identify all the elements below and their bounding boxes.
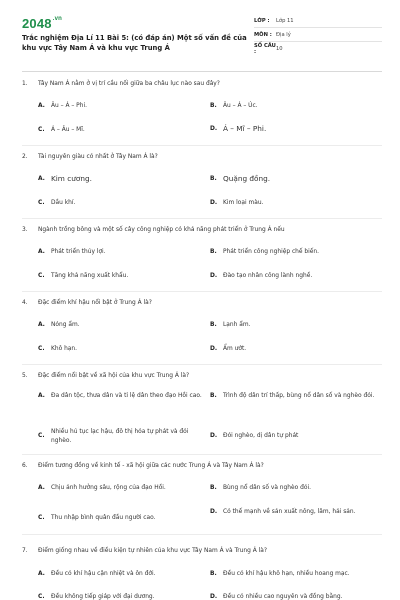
- option-text: Kim loại màu.: [223, 200, 264, 206]
- question-number: 3.: [22, 227, 28, 233]
- question-number: 4.: [22, 300, 28, 306]
- question-3: [22, 226, 382, 279]
- option-d[interactable]: [210, 345, 380, 354]
- question-text: Điểm tương đồng về kinh tế - xã hội giữa các nước Trung Á và Tây Nam Á là?: [38, 463, 264, 469]
- option-b[interactable]: [210, 570, 380, 579]
- option-letter: A.: [38, 322, 45, 328]
- option-letter: A.: [38, 103, 45, 109]
- option-letter: B.: [210, 103, 217, 109]
- question-number: 2.: [22, 154, 28, 160]
- option-letter: C.: [38, 346, 45, 352]
- option-text: Tăng khả năng xuất khẩu.: [51, 273, 129, 279]
- option-letter: B.: [210, 393, 217, 399]
- option-letter: B.: [210, 176, 217, 182]
- option-a[interactable]: [38, 392, 203, 401]
- question-number: 6.: [22, 463, 28, 469]
- option-text: Phát triển công nghiệp chế biến.: [223, 249, 320, 255]
- option-letter: D.: [210, 509, 218, 515]
- option-text: Quặng đồng.: [223, 174, 271, 183]
- document-title: Trắc nghiệm Địa Lí 11 Bài 5: (có đáp án) Một số vấn đề của khu vực Tây Nam Á và khu vực Trung Á: [22, 34, 247, 52]
- option-text: Đều có nhiều cao nguyên và đồng bằng.: [223, 594, 343, 600]
- option-text: Dầu khí.: [51, 200, 76, 206]
- option-letter: B.: [210, 485, 217, 491]
- option-b[interactable]: [210, 102, 380, 111]
- option-letter: C.: [38, 594, 45, 600]
- option-text: Nóng ẩm.: [51, 322, 80, 328]
- option-letter: D.: [210, 433, 218, 439]
- option-d[interactable]: [210, 593, 380, 600]
- option-c[interactable]: [38, 199, 188, 208]
- option-letter: D.: [210, 346, 218, 352]
- option-text: Có thế mạnh về sản xuất nông, lâm, hải sản.: [223, 509, 356, 515]
- option-text: Chịu ảnh hưởng sâu, rộng của đạo Hồi.: [51, 485, 166, 491]
- option-text: Khô hạn.: [51, 346, 78, 352]
- question-header: [22, 462, 382, 471]
- option-letter: D.: [210, 200, 218, 206]
- option-letter: C.: [38, 433, 45, 440]
- option-text: Lạnh ẩm.: [223, 322, 251, 328]
- question-2: [22, 153, 382, 206]
- option-letter: A.: [38, 485, 45, 491]
- option-a[interactable]: [38, 102, 188, 111]
- option-a[interactable]: [38, 570, 203, 579]
- option-c[interactable]: [38, 126, 188, 135]
- option-letter: C.: [38, 273, 45, 279]
- option-text: Đều không tiếp giáp với đại dương.: [51, 594, 155, 600]
- meta-value: Lớp 11: [276, 17, 294, 24]
- meta-row-class: [254, 14, 382, 28]
- question-header: [22, 226, 382, 235]
- option-text: Đều có khí hậu cận nhiệt và ôn đới.: [51, 571, 156, 577]
- question-7: [22, 547, 382, 600]
- question-separator: [22, 145, 382, 146]
- header-divider: [22, 71, 382, 72]
- option-letter: B.: [210, 322, 217, 328]
- option-letter: B.: [210, 571, 217, 577]
- option-letter: B.: [210, 249, 217, 255]
- option-a[interactable]: [38, 321, 188, 330]
- option-d[interactable]: [210, 508, 380, 517]
- meta-row-subject: [254, 28, 382, 42]
- question-text: Điểm giống nhau về điều kiện tự nhiên của khu vực Tây Nam Á và Trung Á là?: [38, 548, 267, 554]
- option-d[interactable]: [210, 432, 380, 441]
- option-letter: A.: [38, 571, 45, 577]
- question-separator: [22, 454, 382, 455]
- option-b[interactable]: [210, 321, 380, 330]
- meta-key: LỚP :: [254, 17, 270, 24]
- question-header: [22, 80, 382, 89]
- option-letter: C.: [38, 515, 45, 521]
- logo-text: 2048: [22, 16, 52, 31]
- option-c[interactable]: [38, 593, 203, 600]
- option-text: Á – Âu – Mĩ.: [51, 127, 85, 133]
- question-number: 7.: [22, 548, 28, 554]
- question-header: [22, 153, 382, 162]
- option-d[interactable]: [210, 199, 380, 208]
- option-letter: A.: [38, 393, 45, 399]
- meta-info: [254, 14, 382, 56]
- question-6: [22, 462, 382, 521]
- meta-key: SỐ CÂU :: [254, 43, 276, 55]
- option-c[interactable]: [38, 428, 203, 445]
- option-b[interactable]: [210, 484, 380, 493]
- option-text: Bùng nổ dân số và nghèo đói.: [223, 485, 311, 491]
- meta-key: MÔN :: [254, 31, 272, 38]
- option-text: Á – Mĩ – Phi.: [223, 124, 267, 133]
- question-separator: [22, 218, 382, 219]
- option-a[interactable]: [38, 175, 188, 184]
- meta-value: Địa lý: [276, 31, 291, 38]
- option-text: Âu – Á – Phi.: [51, 103, 87, 109]
- question-text: Đặc điểm nổi bật về xã hội của khu vực Trung Á là?: [38, 373, 190, 379]
- option-letter: A.: [38, 176, 45, 182]
- option-letter: A.: [38, 249, 45, 255]
- question-separator: [22, 534, 382, 535]
- option-text: Thu nhập bình quân đầu người cao.: [51, 515, 156, 521]
- option-text: Phát triển thủy lợi.: [51, 249, 106, 255]
- option-letter: C.: [38, 127, 45, 133]
- option-c[interactable]: [38, 272, 188, 281]
- option-b[interactable]: [210, 392, 380, 401]
- logo-suffix: .vn: [52, 16, 63, 22]
- option-text: Nhiều hủ tục lạc hậu, đô thị hóa tự phát và đói nghèo.: [51, 429, 189, 444]
- option-c[interactable]: [38, 345, 188, 354]
- option-b[interactable]: [210, 175, 380, 184]
- option-d[interactable]: [210, 272, 380, 281]
- option-text: Đói nghèo, dị dân tự phát: [223, 433, 299, 439]
- option-c[interactable]: [38, 514, 203, 523]
- option-b[interactable]: [210, 248, 380, 257]
- meta-row-count: [254, 42, 382, 56]
- option-text: Ẩm ướt.: [223, 346, 247, 352]
- option-letter: D.: [210, 594, 218, 600]
- option-text: Kim cương.: [51, 174, 92, 183]
- option-letter: D.: [210, 126, 218, 132]
- question-header: [22, 372, 382, 381]
- option-text: Đào tạo nhân công lành nghề.: [223, 273, 313, 279]
- site-logo[interactable]: [22, 16, 62, 31]
- document-header: [22, 14, 382, 60]
- meta-value: 10: [276, 46, 283, 52]
- option-text: Âu – Á – Úc.: [223, 103, 258, 109]
- question-number: 1.: [22, 81, 28, 87]
- option-letter: D.: [210, 273, 218, 279]
- option-letter: C.: [38, 200, 45, 206]
- option-a[interactable]: [38, 484, 203, 493]
- question-header: [22, 299, 382, 308]
- question-5: [22, 372, 382, 444]
- question-separator: [22, 364, 382, 365]
- question-text: Ngành trồng bông và một số cây công nghiệp có khả năng phát triển ở Trung Á nếu: [38, 227, 285, 233]
- question-separator: [22, 291, 382, 292]
- question-text: Tây Nam Á nằm ở vị trí cầu nối giữa ba châu lục nào sau đây?: [38, 81, 220, 87]
- question-1: [22, 80, 382, 133]
- option-text: Trình độ dân trí thấp, bùng nổ dân số và nghèo đói.: [223, 393, 375, 399]
- question-text: Đặc điểm khí hậu nổi bật ở Trung Á là?: [38, 300, 152, 306]
- question-number: 5.: [22, 373, 28, 379]
- option-d[interactable]: [210, 125, 380, 134]
- question-text: Tài nguyên giàu có nhất ở Tây Nam Á là?: [38, 154, 158, 160]
- option-text: Đều có khí hậu khô hạn, nhiều hoang mạc.: [223, 571, 350, 577]
- question-4: [22, 299, 382, 352]
- option-text: Đa dân tộc, thưa dân và tỉ lệ dân theo đạo Hồi cao.: [51, 393, 202, 399]
- question-header: [22, 547, 382, 556]
- option-a[interactable]: [38, 248, 188, 257]
